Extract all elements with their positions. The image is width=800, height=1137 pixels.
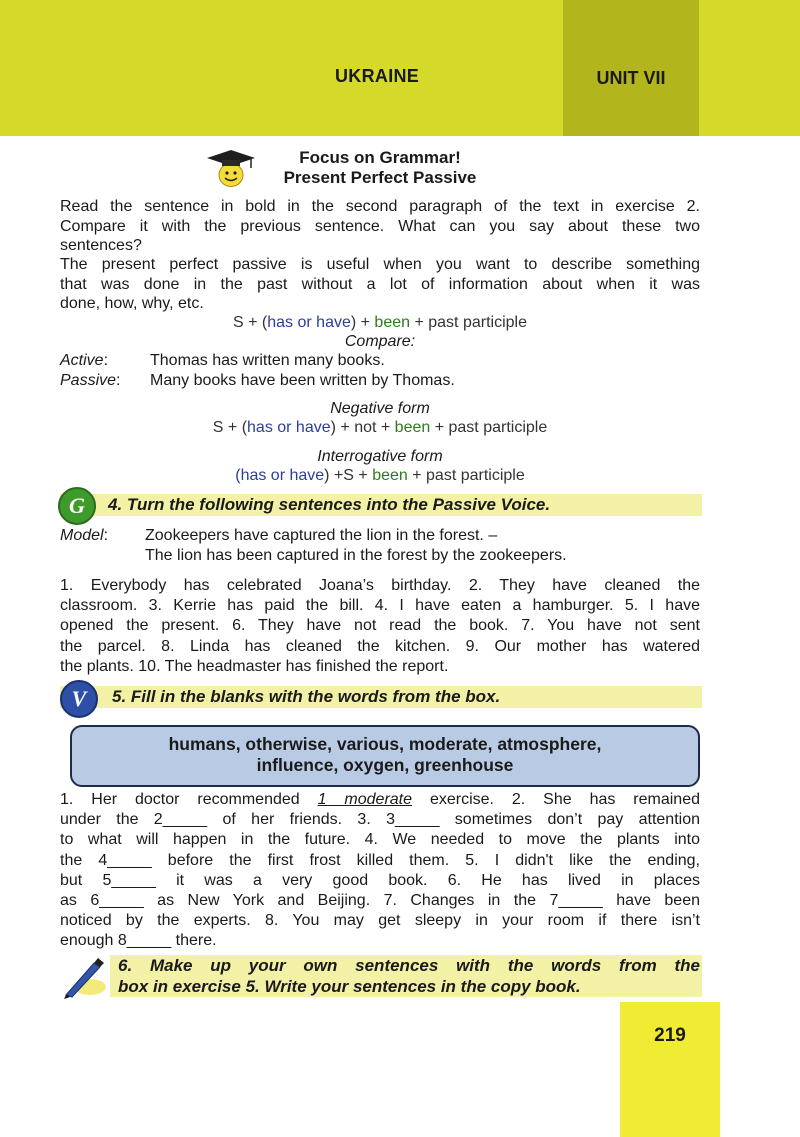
text-line: the 4_____ before the first frost killed them. 5. I didn't like the ending, (60, 851, 700, 869)
text-line: Read the sentence in bold in the second paragraph of the text in exercise 2. (60, 198, 700, 215)
formula-has: has or have (247, 419, 331, 436)
word-box-text (70, 734, 700, 776)
model-label: Model: (60, 527, 109, 544)
formula-interrogative (60, 466, 700, 486)
task4-title: 4. Turn the following sentences into the Passive Voice. (108, 495, 551, 514)
line1-pre: 1. Her doctor recommended (60, 791, 318, 808)
text-line: done, how, why, etc. (60, 295, 204, 312)
task5-sentences (60, 790, 700, 952)
model-line-2: The lion has been captured in the forest by the zookeepers. (145, 547, 567, 564)
formula-end: + past participle (407, 467, 525, 484)
word-box-line2: influence, oxygen, greenhouse (256, 755, 514, 775)
formula-has: has or have (240, 467, 325, 484)
passive-example: Many books have been written by Thomas. (150, 372, 455, 389)
word-box-line1: humans, otherwise, various, moderate, atmosphere, (168, 734, 602, 754)
grammar-title-line2: Present Perfect Passive (283, 168, 477, 187)
badge-letter: V (71, 686, 87, 711)
text-line: sentences? (60, 237, 142, 254)
active-example: Thomas has written many books. (150, 352, 385, 369)
task6-title (118, 956, 700, 997)
grammar-title-line1: Focus on Grammar! (299, 148, 461, 167)
task6-line2: box in exercise 5. Write your sentences in the copy book. (118, 976, 581, 996)
model-label-text: Model (60, 527, 104, 544)
formula-been: been (394, 419, 431, 436)
text-line: Compare it with the previous sentence. What can you say about these two (60, 217, 700, 235)
formula-plus: ) + not + (330, 419, 395, 436)
text-line: opened the present. 6. They have not read the book. 7. You have not sent (60, 617, 700, 635)
line1-post: exercise. 2. She has remained (412, 791, 700, 808)
formula-subject: S + ( (233, 314, 268, 331)
text-line: enough 8_____ there. (60, 932, 217, 950)
active-label-text: Active (60, 352, 104, 369)
text-line: The present perfect passive is useful when you want to describe something (60, 256, 700, 273)
active-label: Active: (60, 352, 109, 369)
text-line: the parcel. 8. Linda has cleaned the kitchen. 9. Our mother has watered (60, 637, 700, 655)
formula-affirmative (60, 313, 700, 333)
formula-has: has or have (267, 314, 351, 331)
example-answer: 1 moderate (317, 791, 413, 808)
formula-end: + past participle (430, 419, 548, 436)
text-line: 1. Everybody has celebrated Joana’s birthday. 2. They have cleaned the (60, 577, 700, 594)
formula-open: ( (235, 467, 241, 484)
text-line: to what will happen in the future. 4. We needed to move the plants into (60, 831, 700, 849)
grammar-paragraph-1 (60, 197, 700, 256)
task4-sentences (60, 576, 700, 677)
formula-been: been (374, 314, 411, 331)
badge-letter: G (69, 493, 85, 518)
passive-label: Passive: (60, 372, 121, 389)
text-line: noticed by the experts. 8. You may get sleepy in your room if there isn’t (60, 912, 700, 930)
grammar-focus-title (262, 148, 498, 188)
task6-line1: 6. Make up your own sentences with the words from the (118, 956, 700, 975)
grammar-badge-icon (58, 487, 96, 525)
passive-label-text: Passive (60, 372, 117, 389)
chapter-title: UKRAINE (335, 66, 420, 86)
text-line (60, 790, 700, 810)
formula-negative (60, 418, 700, 438)
vocabulary-badge-icon (60, 680, 98, 718)
graduate-smiley-icon (205, 146, 257, 188)
formula-plus: ) + (350, 314, 375, 331)
text-line: classroom. 3. Kerrie has paid the bill. 4. I have eaten a hamburger. 5. I have (60, 597, 700, 615)
page-number: 219 (654, 1025, 686, 1046)
unit-label: UNIT VII (596, 68, 666, 88)
formula-been: been (372, 467, 408, 484)
formula-subject: S + ( (212, 419, 248, 436)
page-number-background (620, 1002, 720, 1137)
formula-end: + past participle (410, 314, 527, 331)
model-line-1: Zookeepers have captured the lion in the forest. – (145, 527, 498, 544)
compare-label: Compare: (344, 333, 416, 350)
pen-writing-icon (60, 955, 108, 999)
text-line: but 5_____ it was a very good book. 6. He has lived in places (60, 871, 700, 889)
task5-title: 5. Fill in the blanks with the words from the box. (112, 687, 501, 706)
formula-plus: ) +S + (324, 467, 373, 484)
text-line: under the 2_____ of her friends. 3. 3_____ sometimes don’t pay attention (60, 811, 700, 829)
grammar-paragraph-2 (60, 255, 700, 314)
text-line: the plants. 10. The headmaster has finished the report. (60, 657, 449, 675)
interrogative-form-label: Interrogative form (317, 448, 443, 465)
text-line: that was done in the past without a lot of information about when it was (60, 275, 700, 293)
text-line: as 6_____ as New York and Beijing. 7. Changes in the 7_____ have been (60, 892, 700, 910)
negative-form-label: Negative form (330, 400, 430, 417)
